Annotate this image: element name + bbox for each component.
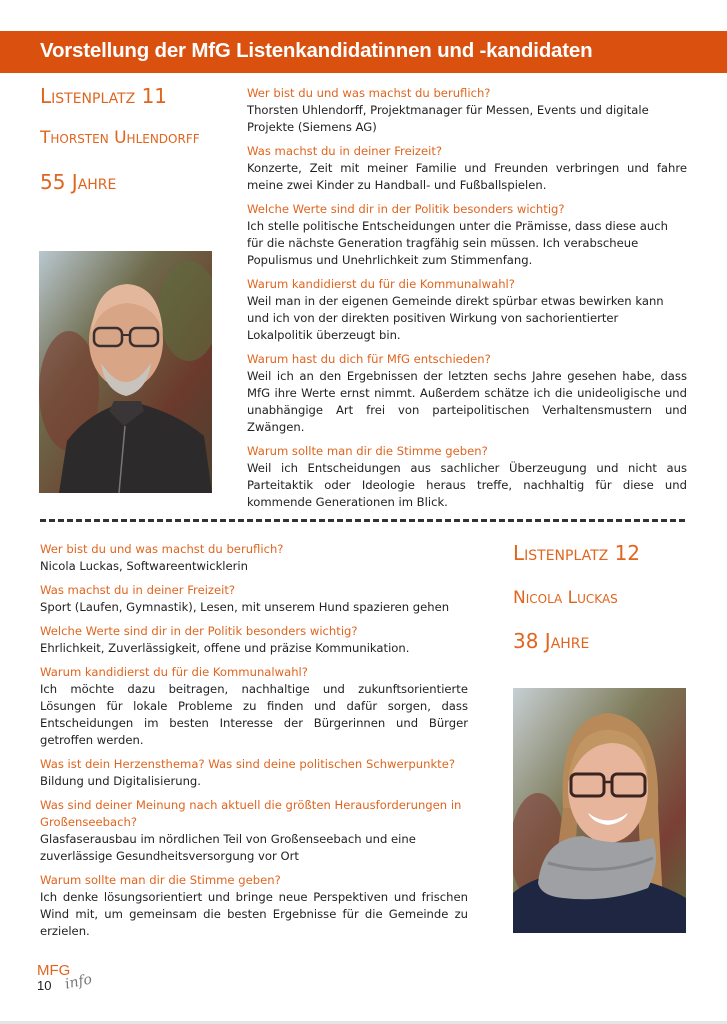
question: Welche Werte sind dir in der Politik besonders wichtig? (40, 624, 358, 638)
answer: Weil ich an den Ergebnissen der letzten sechs Jahre gesehen habe, dass MfG ihre Werte ernst nimmt. Außerdem schätze ich die unideoligische und unabhängige Art frei von parteipolitischen Verhaltensmustern und Zwängen. (247, 369, 687, 434)
candidate-1-photo (39, 251, 212, 493)
answer: Bildung und Digitalisierung. (40, 774, 201, 788)
answer: Ehrlichkeit, Zuverlässigkeit, offene und präzise Kommunikation. (40, 641, 410, 655)
candidate-2-photo (513, 688, 686, 933)
answer: Weil man in der eigenen Gemeinde direkt spürbar etwas bewirken kann und ich von der direkten positiven Wirkung von sachorientierter Lokalpolitik überzeugt bin. (247, 294, 664, 342)
question: Warum hast du dich für MfG entschieden? (247, 352, 491, 366)
portrait-man-image (39, 251, 212, 493)
answer: Thorsten Uhlendorff, Projektmanager für Messen, Events und digitale Projekte (Siemens AG) (247, 103, 649, 134)
question: Warum sollte man dir die Stimme geben? (40, 873, 281, 887)
question: Warum sollte man dir die Stimme geben? (247, 444, 488, 458)
candidate-2-name: Nicola Luckas (513, 588, 618, 608)
header-banner (0, 31, 727, 73)
candidate-2-age: 38 Jahre (513, 629, 590, 653)
answer: Ich stelle politische Entscheidungen unter die Prämisse, dass diese auch für die nächste Generation tragfähig sein müssen. Ich verabscheue Populismus und Unehrlichkeit zum Stimmenfang. (247, 219, 668, 267)
question: Wer bist du und was machst du beruflich? (247, 86, 491, 100)
question: Was machst du in deiner Freizeit? (40, 583, 236, 597)
question: Welche Werte sind dir in der Politik besonders wichtig? (247, 202, 565, 216)
answer: Konzerte, Zeit mit meiner Familie und Freunden verbringen und fahre meine zwei Kinder zu Handball- und Fußballspielen. (247, 161, 687, 192)
answer: Ich denke lösungsorientiert und bringe neue Perspektiven und frischen Wind mit, um gemeinsam die besten Ergebnisse für die Gemeinde zu erzielen. (40, 890, 468, 938)
candidate-1-listenplatz: Listenplatz 11 (40, 84, 168, 108)
question: Warum kandidierst du für die Kommunalwahl? (247, 277, 515, 291)
answer: Glasfaserausbau im nördlichen Teil von Großenseebach und eine zuverlässige Gesundheitsversorgung vor Ort (40, 832, 416, 863)
answer: Ich möchte dazu beitragen, nachhaltige und zukunftsorientierte Lösungen für lokale Probleme zu finden und dafür sorgen, dass Entscheidungen im besten Interesse der Bürgerinnen und Bürger getroffen werden. (40, 682, 468, 747)
answer: Nicola Luckas, Softwareentwicklerin (40, 559, 248, 573)
candidate-1-qa (247, 85, 687, 518)
question: Was machst du in deiner Freizeit? (247, 144, 443, 158)
candidate-2-qa (40, 541, 468, 947)
page-title: Vorstellung der MfG Listenkandidatinnen und -kandidaten (40, 39, 593, 62)
question: Wer bist du und was machst du beruflich? (40, 542, 284, 556)
footer-brand-logo: MFG (37, 962, 71, 979)
page-number: 10 (37, 978, 52, 993)
answer: Sport (Laufen, Gymnastik), Lesen, mit unserem Hund spazieren gehen (40, 600, 450, 614)
footer-info-script: info (63, 971, 94, 993)
question: Was ist dein Herzensthema? Was sind deine politischen Schwerpunkte? (40, 757, 456, 771)
portrait-woman-image (513, 688, 686, 933)
answer: Weil ich Entscheidungen aus sachlicher Überzeugung und nicht aus Parteitaktik oder Ideologie heraus treffe, nachhaltig für diese und kommende Generationen im Blick. (247, 461, 687, 509)
candidate-1-age: 55 Jahre (40, 170, 117, 194)
section-divider (40, 519, 685, 522)
candidate-2-listenplatz: Listenplatz 12 (513, 541, 641, 565)
question: Warum kandidierst du für die Kommunalwahl? (40, 665, 308, 679)
question: Was sind deiner Meinung nach aktuell die größten Herausforderungen in Großenseebach? (40, 798, 462, 829)
candidate-1-name: Thorsten Uhlendorff (40, 128, 200, 148)
